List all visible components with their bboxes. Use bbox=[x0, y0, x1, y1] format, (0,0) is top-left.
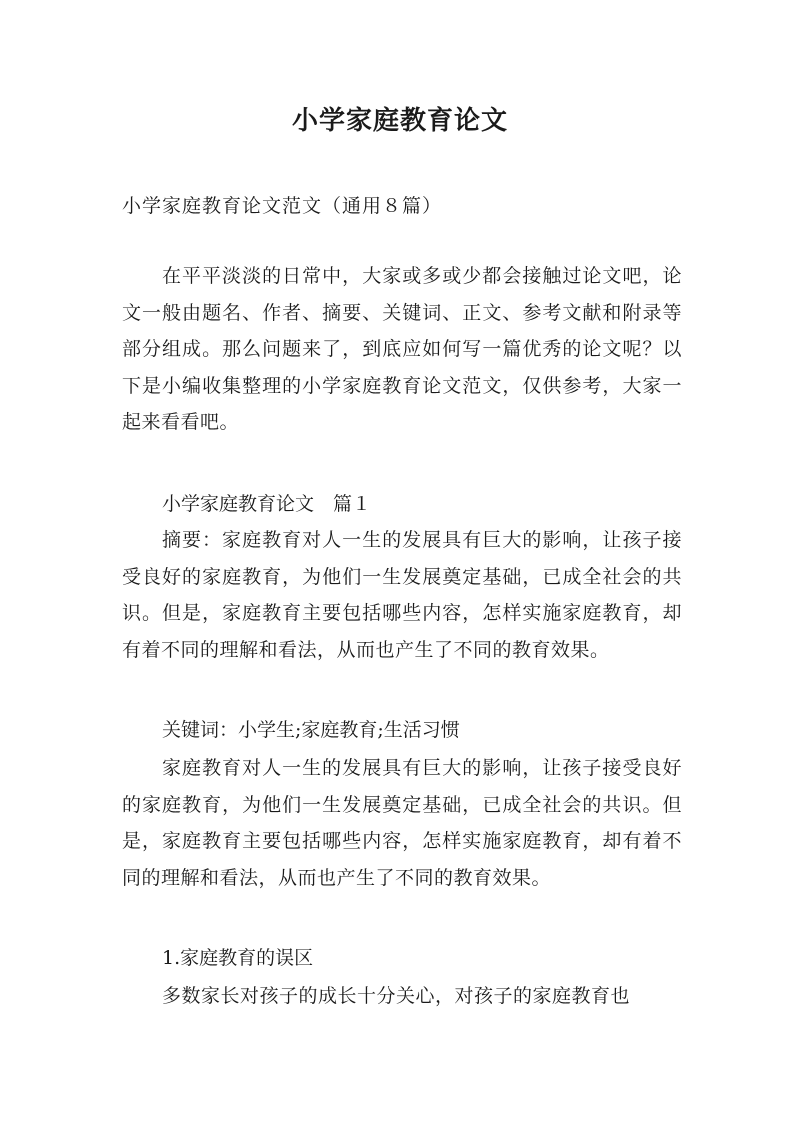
abstract-paragraph: 摘要：家庭教育对人一生的发展具有巨大的影响，让孩子接受良好的家庭教育，为他们一生发展奠定基础，已成全社会的共识。但是，家庭教育主要包括哪些内容，怎样实施家庭教育，却有着不同的理解和看法，从而也产生了不同的教育效果。 bbox=[122, 529, 682, 661]
body-paragraph-1: 家庭教育对人一生的发展具有巨大的影响，让孩子接受良好的家庭教育，为他们一生发展奠定基础，已成全社会的共识。但是，家庭教育主要包括哪些内容，怎样实施家庭教育，却有着不同的理解和看法，从而也产生了不同的教育效果。 bbox=[122, 757, 682, 889]
section-heading: 小学家庭教育论文 篇１ bbox=[162, 493, 372, 515]
body-paragraph-2: 多数家长对孩子的成长十分关心，对孩子的家庭教育也 bbox=[162, 985, 631, 1007]
document-title: 小学家庭教育论文 bbox=[291, 106, 508, 136]
keywords-line: 关键词：小学生;家庭教育;生活习惯 bbox=[162, 719, 460, 741]
numbered-heading: 1.家庭教育的误区 bbox=[162, 947, 314, 969]
document-subtitle: 小学家庭教育论文范文（通用８篇） bbox=[122, 195, 443, 217]
intro-paragraph: 在平平淡淡的日常中，大家或多或少都会接触过论文吧，论文一般由题名、作者、摘要、关键词、正文、参考文献和附录等部分组成。那么问题来了，到底应如何写一篇优秀的论文呢？以下是小编收集整理的小学家庭教育论文范文，仅供参考，大家一起来看看吧。 bbox=[122, 265, 682, 433]
